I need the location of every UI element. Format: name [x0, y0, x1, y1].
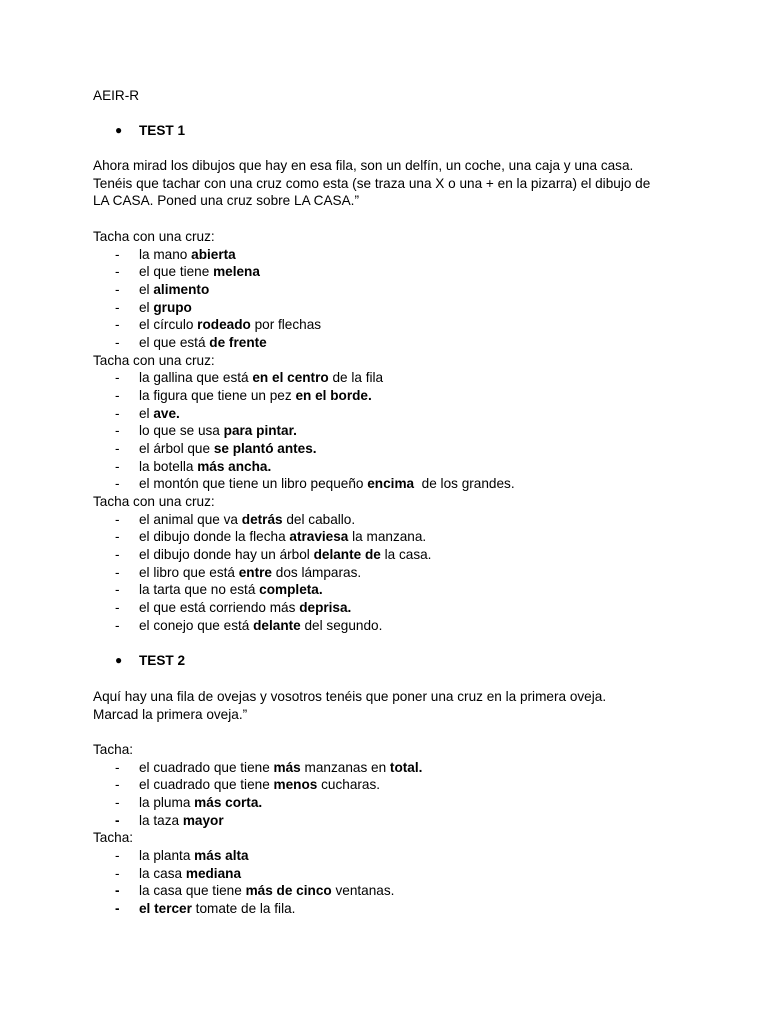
list-item — [93, 776, 733, 794]
list-item — [93, 405, 733, 423]
section-heading-text: TEST 2 — [139, 653, 186, 668]
list-item-text — [139, 812, 224, 830]
dash-marker: - — [115, 564, 120, 580]
dash-marker: - — [115, 847, 120, 863]
emphasis-text: mayor — [182, 812, 224, 828]
plain-text: la taza — [139, 812, 183, 828]
plain-text: lo que se usa — [139, 423, 224, 439]
emphasis-text: completa. — [259, 582, 323, 598]
list-item-text — [139, 581, 323, 599]
dash-marker: - — [115, 529, 120, 545]
plain-text: el dibujo donde la flecha — [139, 529, 290, 545]
dash-marker: - — [115, 883, 120, 899]
item-list — [93, 847, 733, 918]
dash-marker: - — [115, 617, 120, 633]
plain-text: manzanas en — [300, 759, 390, 775]
plain-text: la casa — [139, 865, 186, 881]
list-item — [93, 511, 733, 529]
emphasis-text: el tercer — [139, 901, 192, 916]
plain-text: el montón que tiene un libro pequeño — [139, 476, 368, 492]
plain-text: el que tiene — [139, 264, 214, 280]
list-item-text — [139, 882, 394, 900]
group-label: Tacha: — [93, 830, 134, 846]
list-item — [93, 865, 733, 883]
list-item-text — [139, 546, 431, 564]
list-item — [93, 564, 733, 582]
group-label: Tacha con una cruz: — [93, 352, 215, 368]
list-item-text — [139, 369, 383, 387]
list-item — [93, 794, 733, 812]
intro-line: Aquí hay una fila de ovejas y vosotros tenéis que poner una cruz en la primera oveja. — [93, 689, 607, 704]
plain-text: el cuadrado que tiene — [139, 759, 274, 775]
plain-text: la casa que tiene — [139, 883, 246, 899]
plain-text: el cuadrado que tiene — [139, 777, 274, 793]
emphasis-text: delante de — [313, 547, 381, 563]
list-item-text — [139, 316, 321, 334]
dash-marker: - — [115, 423, 120, 439]
test-2-groups — [93, 741, 733, 918]
group-label: Tacha con una cruz: — [93, 229, 215, 244]
list-item-text — [139, 794, 262, 812]
list-item-text — [139, 865, 241, 883]
plain-text: el — [139, 405, 154, 421]
dash-marker: - — [115, 370, 120, 386]
list-item-text — [139, 299, 192, 317]
list-item-text — [139, 422, 297, 440]
list-item-text — [139, 281, 209, 299]
dash-marker: - — [115, 281, 120, 297]
plain-text: la manzana. — [348, 529, 427, 545]
list-item — [93, 422, 733, 440]
plain-text: el conejo que está — [139, 617, 254, 633]
emphasis-text: más ancha. — [197, 458, 272, 474]
item-list — [93, 369, 733, 493]
list-item-text — [139, 776, 380, 794]
test-1-groups — [93, 228, 733, 635]
plain-text: el círculo — [139, 317, 198, 333]
list-item-text — [139, 334, 267, 352]
emphasis-text: detrás — [241, 511, 283, 527]
list-item-text — [139, 246, 236, 264]
plain-text: de los grandes. — [414, 476, 515, 492]
dash-marker: - — [115, 335, 120, 351]
list-item-text — [139, 511, 355, 529]
emphasis-text: más — [273, 759, 301, 775]
plain-text: la pluma — [139, 794, 195, 810]
item-list — [93, 759, 733, 830]
list-item — [93, 546, 733, 564]
intro-line: Marcad la primera oveja.” — [93, 706, 248, 722]
plain-text: de la fila — [328, 370, 384, 386]
plain-text: la gallina que está — [139, 370, 253, 386]
document-title: AEIR-R — [93, 88, 140, 103]
plain-text: la planta — [139, 847, 195, 863]
emphasis-text: encima — [367, 476, 415, 492]
list-item-text — [139, 599, 351, 617]
section-heading-text: TEST 1 — [139, 123, 186, 138]
plain-text: el árbol que — [139, 441, 214, 457]
list-item — [93, 581, 733, 599]
plain-text: la tarta que no está — [139, 582, 260, 598]
list-item — [93, 281, 733, 299]
emphasis-text: más alta — [194, 847, 249, 863]
emphasis-text: más de cinco — [245, 883, 332, 899]
emphasis-text: melena — [213, 264, 260, 280]
emphasis-text: abierta — [191, 246, 236, 262]
list-item-text — [139, 405, 180, 423]
list-item-text — [139, 440, 317, 458]
dash-marker: - — [115, 476, 120, 492]
plain-text: del caballo. — [282, 511, 356, 527]
plain-text: la botella — [139, 458, 198, 474]
dash-marker: - — [115, 901, 120, 916]
bullet-icon: ● — [115, 123, 123, 137]
group-label: Tacha: — [93, 742, 134, 757]
list-item — [93, 475, 733, 493]
list-item-text — [139, 847, 249, 865]
dash-marker: - — [115, 812, 120, 828]
plain-text: dos lámparas. — [272, 564, 362, 580]
dash-marker: - — [115, 317, 120, 333]
dash-marker: - — [115, 582, 120, 598]
list-item-text — [139, 617, 382, 635]
dash-marker: - — [115, 405, 120, 421]
plain-text: por flechas — [250, 317, 322, 333]
emphasis-text: ave. — [153, 405, 180, 421]
emphasis-text: atraviesa — [289, 529, 349, 545]
emphasis-text: grupo — [153, 299, 192, 315]
list-item — [93, 812, 733, 830]
plain-text: la mano — [139, 246, 192, 262]
item-list — [93, 511, 733, 635]
list-item-text — [139, 564, 361, 582]
list-item — [93, 369, 733, 387]
plain-text: el dibujo donde hay un árbol — [139, 547, 314, 563]
plain-text: el — [139, 281, 154, 297]
plain-text: el que está — [139, 335, 210, 351]
emphasis-text: delante — [253, 617, 301, 633]
list-item — [93, 263, 733, 281]
plain-text: el animal que va — [139, 511, 242, 527]
list-item — [93, 458, 733, 476]
list-item-text — [139, 475, 515, 493]
list-item — [93, 617, 733, 635]
dash-marker: - — [115, 246, 120, 262]
item-list — [93, 246, 733, 352]
emphasis-text: se plantó antes. — [213, 441, 317, 457]
emphasis-text: alimento — [153, 281, 210, 297]
emphasis-text: deprisa. — [299, 600, 352, 616]
intro-line: Ahora mirad los dibujos que hay en esa fila, son un delfín, un coche, una caja y una casa. — [93, 158, 634, 173]
list-item — [93, 900, 733, 918]
emphasis-text: total. — [389, 759, 423, 775]
test-2-intro — [93, 688, 733, 723]
emphasis-text: menos — [273, 777, 318, 793]
test-1-intro — [93, 157, 733, 210]
list-item-text — [139, 900, 295, 918]
plain-text: ventanas. — [331, 883, 395, 899]
dash-marker: - — [115, 547, 120, 563]
emphasis-text: mediana — [185, 865, 242, 881]
list-item-text — [139, 759, 422, 777]
list-item — [93, 334, 733, 352]
plain-text: del segundo. — [300, 617, 383, 633]
emphasis-text: en el borde. — [295, 388, 372, 403]
list-item-text — [139, 528, 426, 546]
emphasis-text: entre — [238, 564, 272, 580]
list-item — [93, 316, 733, 334]
plain-text: la casa. — [380, 547, 432, 563]
list-item — [93, 599, 733, 617]
dash-marker: - — [115, 794, 120, 810]
group-label: Tacha con una cruz: — [93, 494, 215, 510]
dash-marker: - — [115, 600, 120, 616]
plain-text: tomate de la fila. — [191, 901, 296, 916]
emphasis-text: en el centro — [252, 370, 329, 386]
list-item-text — [139, 263, 260, 281]
list-item — [93, 246, 733, 264]
dash-marker: - — [115, 441, 120, 457]
plain-text: cucharas. — [317, 777, 381, 793]
list-item-text — [139, 458, 271, 476]
dash-marker: - — [115, 511, 120, 527]
plain-text: el que está corriendo más — [139, 600, 300, 616]
dash-marker: - — [115, 458, 120, 474]
dash-marker: - — [115, 759, 120, 775]
list-item — [93, 528, 733, 546]
dash-marker: - — [115, 299, 120, 315]
dash-marker: - — [115, 264, 120, 280]
intro-line: Tenéis que tachar con una cruz como esta (se traza una X o una + en la pizarra) el dibujo de — [93, 175, 651, 191]
plain-text: la figura que tiene un pez — [139, 388, 296, 403]
list-item — [93, 299, 733, 317]
list-item — [93, 759, 733, 777]
list-item — [93, 847, 733, 865]
dash-marker: - — [115, 388, 120, 403]
plain-text: el — [139, 299, 154, 315]
intro-line: LA CASA. Poned una cruz sobre LA CASA.” — [93, 193, 359, 209]
plain-text: el libro que está — [139, 564, 239, 580]
emphasis-text: más corta. — [194, 794, 263, 810]
list-item — [93, 882, 733, 900]
emphasis-text: para pintar. — [223, 423, 297, 439]
list-item-text — [139, 387, 372, 405]
list-item — [93, 387, 733, 405]
dash-marker: - — [115, 865, 120, 881]
dash-marker: - — [115, 777, 120, 793]
list-item — [93, 440, 733, 458]
bullet-icon: ● — [115, 653, 123, 667]
emphasis-text: rodeado — [197, 317, 251, 333]
emphasis-text: de frente — [209, 335, 267, 351]
